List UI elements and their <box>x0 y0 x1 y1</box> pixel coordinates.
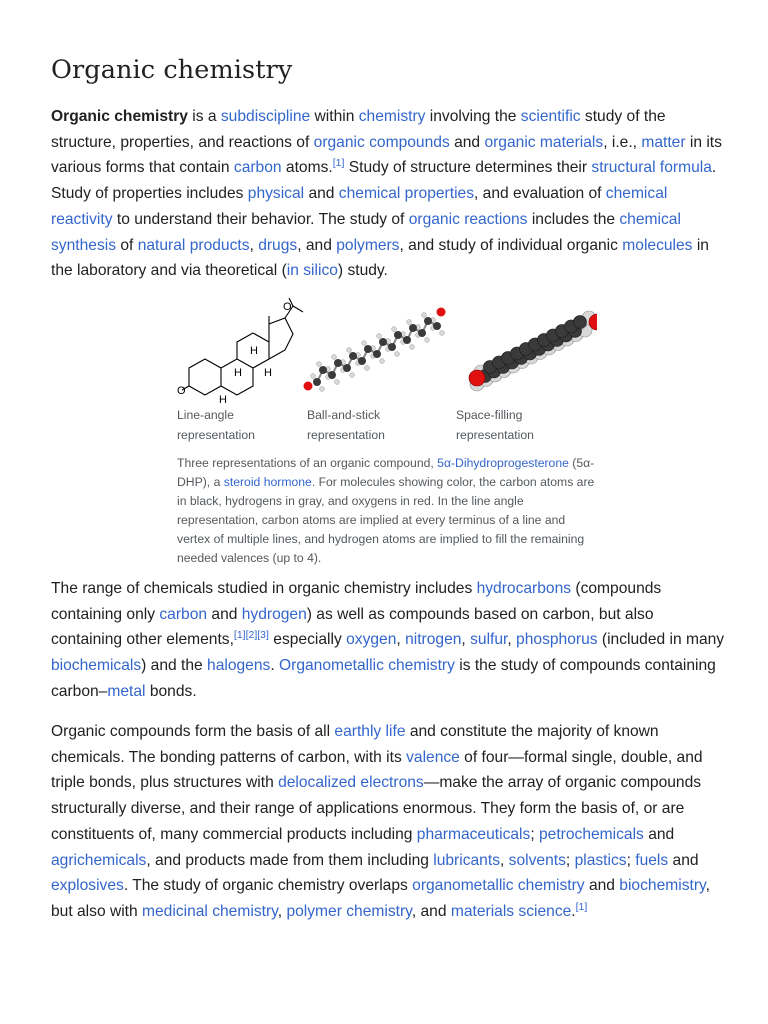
text: ) and the <box>141 657 208 675</box>
text: . <box>270 657 279 675</box>
hydrogen-atom <box>320 387 325 392</box>
text: ) study. <box>337 262 388 280</box>
text: and <box>643 825 675 843</box>
link-chemical-synthesis[interactable]: chemical synthesis <box>51 210 681 254</box>
link-5a-dihydroprogesterone[interactable]: 5α-Dihydroprogesterone <box>437 456 569 470</box>
text: Organic compounds form the basis of all <box>51 723 335 740</box>
text: , <box>277 902 287 920</box>
link-phosphorus[interactable]: phosphorus <box>516 631 598 649</box>
link-halogens[interactable]: halogens <box>207 657 271 675</box>
link-chemical-reactivity[interactable]: chemical reactivity <box>51 185 668 228</box>
hydrogen-atom <box>425 338 430 343</box>
hydrogen-label-1: H <box>250 345 258 357</box>
text: (compounds containing only <box>51 580 662 623</box>
oxygen-atom <box>437 308 446 317</box>
carbon-atom <box>424 317 432 325</box>
hydrogen-atom <box>335 380 340 385</box>
ball-and-stick-model <box>304 308 446 392</box>
hydrogen-atom <box>440 331 445 336</box>
term-bold: Organic chemistry <box>51 108 188 125</box>
text: to understand their behavior. The study of <box>112 210 409 228</box>
hydrogen-atom <box>392 327 397 332</box>
hydrogen-atom <box>407 320 412 325</box>
text: , but also with <box>51 877 711 920</box>
text: and <box>668 851 699 869</box>
hydrogen-label-3: H <box>264 367 272 379</box>
hydrogen-atom <box>362 341 367 346</box>
label-ball-and-stick: Ball-and-stick representation <box>307 408 385 442</box>
figure-caption <box>177 454 597 568</box>
link-structural-formula[interactable]: structural formula <box>591 159 712 177</box>
link-drugs[interactable]: drugs <box>258 236 298 254</box>
carbon-atom <box>433 322 441 330</box>
link-steroid-hormone[interactable]: steroid hormone <box>223 475 312 489</box>
link-organic-materials[interactable]: organic materials <box>484 133 604 151</box>
carbon-atom <box>409 324 417 332</box>
text: , <box>249 236 259 254</box>
text: is the study of compounds containing carbon– <box>51 657 716 700</box>
text: is a <box>187 108 221 125</box>
link-organic-reactions[interactable]: organic reactions <box>408 210 528 228</box>
link-hydrogen[interactable]: hydrogen <box>241 605 307 623</box>
text: and <box>449 133 485 151</box>
text: atoms. <box>281 159 333 177</box>
carbon-atom <box>418 329 426 337</box>
link-sulfur[interactable]: sulfur <box>470 631 508 649</box>
text: , <box>396 631 406 649</box>
text: —make the array of organic compounds structurally diverse, and their range of applications enormous. They form the basis of, or are constituents of, many commercial products including <box>51 774 702 843</box>
carbon-atom <box>334 359 342 367</box>
link-fuels[interactable]: fuels <box>635 851 669 869</box>
link-polymers[interactable]: polymers <box>336 236 400 254</box>
hydrogen-atom <box>377 334 382 339</box>
link-chemical-properties[interactable]: chemical properties <box>338 185 475 203</box>
carbon-atom <box>358 357 366 365</box>
text: , <box>507 631 517 649</box>
link-agrichemicals[interactable]: agrichemicals <box>51 851 147 869</box>
carbon-atom <box>343 364 351 372</box>
carbon-atom <box>364 345 372 353</box>
text: and <box>207 605 242 623</box>
text: study of the structure, properties, and reactions of <box>51 108 666 151</box>
paragraph-2 <box>51 576 727 705</box>
page-title: Organic chemistry <box>51 55 293 85</box>
link-molecules[interactable]: molecules <box>622 236 693 254</box>
link-natural-products[interactable]: natural products <box>137 236 250 254</box>
carbon-atom <box>313 378 321 386</box>
link-organic-compounds[interactable]: organic compounds <box>313 133 450 151</box>
text: Three representations of an organic compound, <box>177 456 438 470</box>
label-space-filling: Space-filling representation <box>456 408 534 442</box>
reference-link[interactable]: [1][2][3] <box>233 629 269 642</box>
molecule-figure <box>177 296 597 565</box>
carbon-atom <box>319 366 327 374</box>
hydrogen-atom <box>422 313 427 318</box>
text: and <box>304 185 339 203</box>
oxygen-sphere <box>469 370 485 386</box>
link-in-silico[interactable]: in silico <box>286 262 338 280</box>
hydrogen-atom <box>347 348 352 353</box>
link-matter[interactable]: matter <box>641 133 686 151</box>
text: includes the <box>527 210 620 228</box>
carbon-atom <box>379 338 387 346</box>
text: , and study of individual organic <box>399 236 623 254</box>
hydrogen-atom <box>395 352 400 357</box>
oxygen-atom <box>304 382 313 391</box>
link-polymer-chemistry[interactable]: polymer chemistry <box>286 902 412 920</box>
link-carbon[interactable]: carbon <box>159 605 208 623</box>
link-organometallic-chemistry[interactable]: Organometallic chemistry <box>279 657 455 675</box>
link-valence[interactable]: valence <box>406 748 460 766</box>
link-earthly-life[interactable]: earthly life <box>334 723 406 740</box>
text: within <box>310 108 359 125</box>
link-scientific[interactable]: scientific <box>520 108 581 125</box>
link-biochemicals[interactable]: biochemicals <box>51 657 142 675</box>
link-physical[interactable]: physical <box>247 185 305 203</box>
reference-link[interactable]: [1] <box>575 900 588 913</box>
link-nitrogen[interactable]: nitrogen <box>405 631 462 649</box>
link-organometallic-chemistry[interactable]: organometallic chemistry <box>412 877 585 895</box>
link-chemistry[interactable]: chemistry <box>358 108 426 125</box>
carbon-atom <box>349 352 357 360</box>
link-materials-science[interactable]: materials science <box>450 902 572 920</box>
text: (included in many <box>597 631 725 649</box>
text: , and products made from them including <box>146 851 434 869</box>
hydrogen-atom <box>410 345 415 350</box>
text: Study of structure determines their <box>344 159 592 177</box>
text: (5α-DHP), a <box>177 456 595 489</box>
text: involving the <box>425 108 521 125</box>
link-subdiscipline[interactable]: subdiscipline <box>220 108 311 125</box>
carbon-sphere <box>574 316 587 329</box>
text: . Study of properties includes <box>51 159 717 203</box>
hydrogen-atom <box>380 359 385 364</box>
text: of four—formal single, double, and triple bonds, plus structures with <box>51 748 703 792</box>
carbon-atom <box>328 371 336 379</box>
text: , and <box>411 902 451 920</box>
molecule-images[interactable] <box>177 296 597 404</box>
link-carbon[interactable]: carbon <box>233 159 282 177</box>
link-solvents[interactable]: solvents <box>508 851 566 869</box>
text: and <box>584 877 620 895</box>
carbon-atom <box>403 336 411 344</box>
text: in the laboratory and via theoretical ( <box>51 236 709 280</box>
text: . For molecules showing color, the carbon atoms are in black, hydrogens in gray, and oxygens in red. In the line angle representation, carbon atoms are implied at every terminus of a line and vertex of multiple lines, and hydrogen atoms are implied to fill the remaining needed valences (up to 4). <box>177 475 595 565</box>
text: , i.e., <box>603 133 642 151</box>
carbon-atom <box>373 350 381 358</box>
hydrogen-label-2: H <box>234 367 242 379</box>
carbon-atom <box>394 331 402 339</box>
text: . The study of organic chemistry overlaps <box>123 877 413 895</box>
link-explosives[interactable]: explosives <box>51 877 124 895</box>
text: ) as well as compounds based on carbon, but also containing other elements, <box>51 605 654 649</box>
carbon-atom <box>388 343 396 351</box>
text: and constitute the majority of known chemicals. The bonding patterns of carbon, with its <box>51 723 659 766</box>
link-biochemistry[interactable]: biochemistry <box>619 877 706 895</box>
text: bonds. <box>145 682 197 700</box>
link-pharmaceuticals[interactable]: pharmaceuticals <box>416 825 531 843</box>
text: , and <box>297 236 337 254</box>
text: ; <box>565 851 575 869</box>
label-line-angle: Line-angle representation <box>177 408 255 442</box>
paragraph-3 <box>51 719 727 925</box>
text: ; <box>626 851 636 869</box>
hydrogen-atom <box>332 355 337 360</box>
hydrogen-atom <box>317 362 322 367</box>
link-hydrocarbons[interactable]: hydrocarbons <box>476 580 572 597</box>
link-petrochemicals[interactable]: petrochemicals <box>538 825 644 843</box>
reference-link[interactable]: [1] <box>332 157 345 170</box>
text: , <box>500 851 509 869</box>
hydrogen-atom <box>350 373 355 378</box>
oxygen-label-acetyl: O <box>283 301 292 313</box>
lead-paragraph <box>51 104 727 284</box>
hydrogen-atom <box>311 374 316 379</box>
hydrogen-label-4: H <box>219 394 227 404</box>
text: , <box>461 631 471 649</box>
space-filling-model <box>469 311 597 391</box>
text: . <box>571 902 576 920</box>
text: in its various forms that contain <box>51 133 722 177</box>
hydrogen-atom <box>365 366 370 371</box>
text: of <box>116 236 138 254</box>
text: , and evaluation of <box>474 185 606 203</box>
link-plastics[interactable]: plastics <box>574 851 627 869</box>
link-lubricants[interactable]: lubricants <box>433 851 500 869</box>
oxygen-label-ketone: O <box>177 385 186 397</box>
text: especially <box>268 631 347 649</box>
link-delocalized-electrons[interactable]: delocalized electrons <box>278 774 424 792</box>
link-medicinal-chemistry[interactable]: medicinal chemistry <box>142 902 278 920</box>
text: ; <box>530 825 539 843</box>
link-metal[interactable]: metal <box>107 682 146 700</box>
text: The range of chemicals studied in organic chemistry includes <box>51 580 477 597</box>
link-oxygen[interactable]: oxygen <box>346 631 397 649</box>
